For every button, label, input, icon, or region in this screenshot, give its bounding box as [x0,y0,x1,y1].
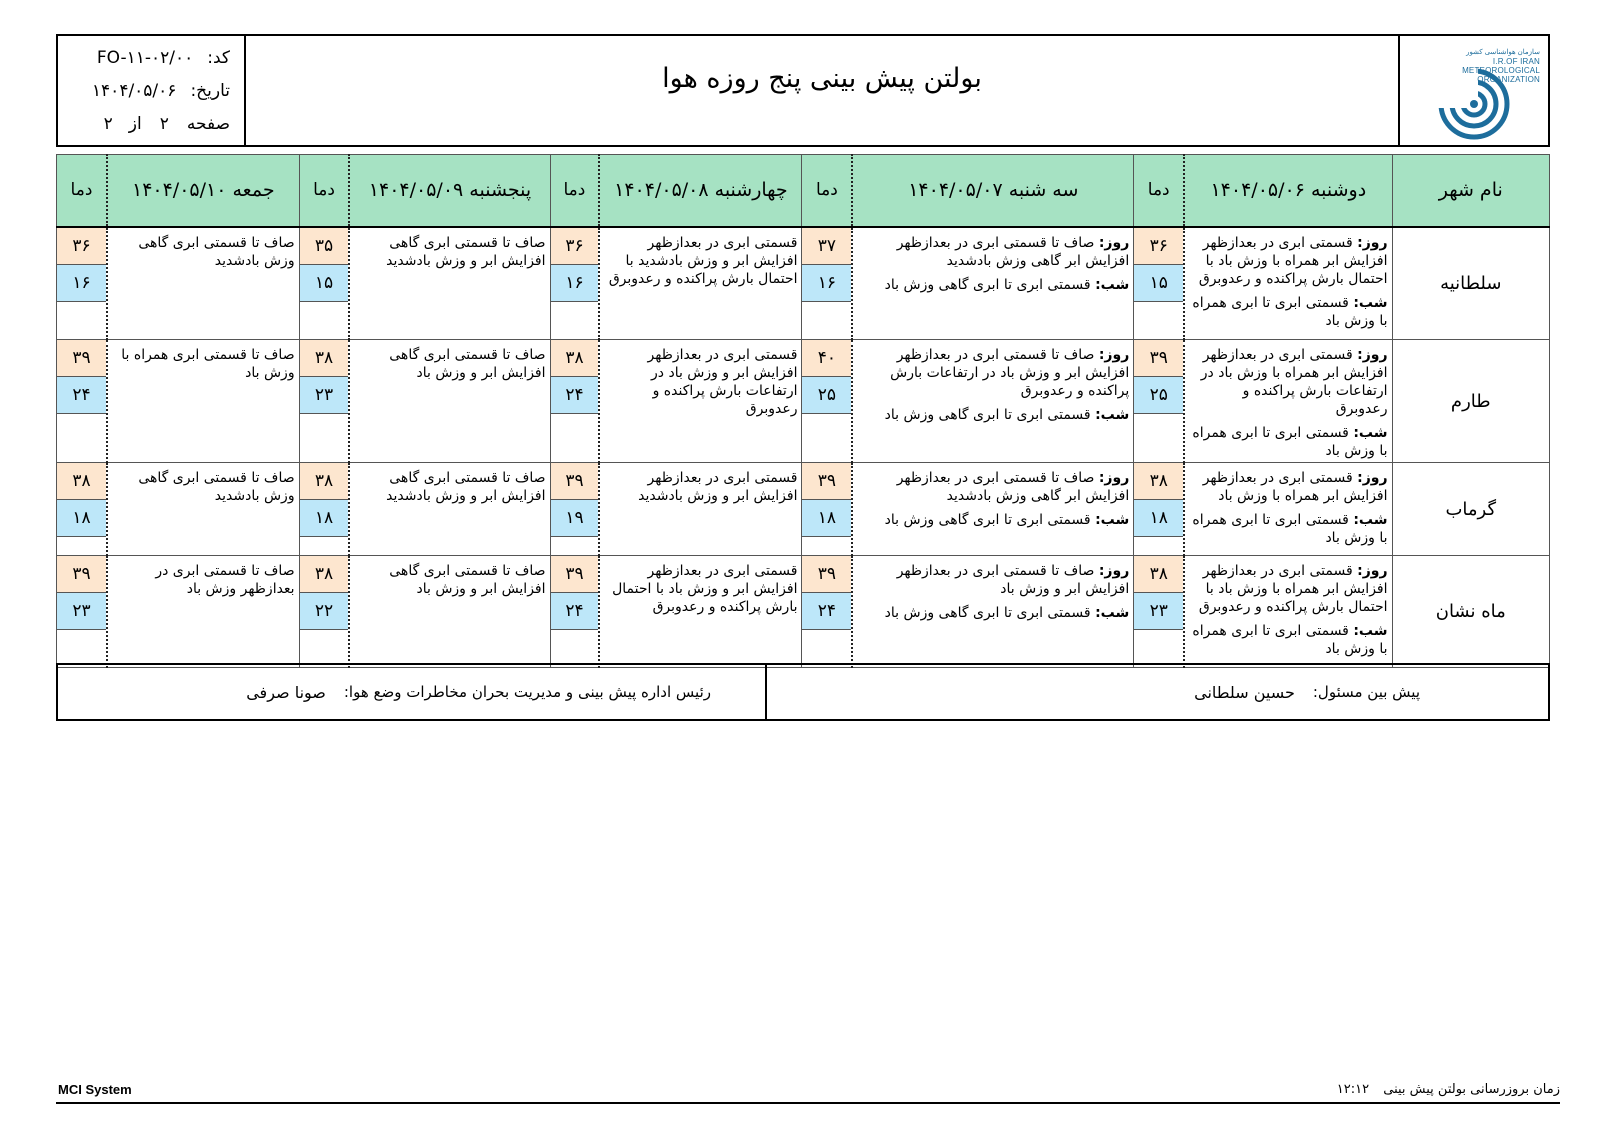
temp-day1 [1134,340,1184,463]
forecast-day5: صاف تا قسمتی ابری گاهی وزش بادشدید [107,227,299,340]
update-info [1337,1082,1560,1097]
page-number: ۲ [159,113,169,134]
min-temp: ۱۹ [551,500,599,537]
forecast-day2 [852,227,1133,340]
max-temp: ۳۸ [1134,463,1183,500]
page-total: ۲ [103,113,113,134]
night-label: شب: [1353,623,1388,639]
head-label: رئیس اداره پیش بینی و مدیریت بحران مخاطرات وضع هوا: [343,683,711,701]
forecast-day5: صاف تا قسمتی ابری گاهی وزش بادشدید [107,463,299,556]
night-label: شب: [1353,294,1388,311]
table-header-row [57,155,1550,227]
temp-header-4: دما [299,155,349,227]
city-name: ماه نشان [1392,556,1549,668]
night-forecast [859,276,1129,294]
night-text: قسمتی ابری تا ابری گاهی وزش باد [884,605,1091,621]
night-forecast [859,604,1129,622]
night-label: شب: [1353,512,1388,528]
temp-day4 [299,463,349,556]
max-temp: ۳۷ [802,228,851,265]
day-header-3: چهارشنبه ۱۴۰۴/۰۵/۰۸ [599,155,802,227]
max-temp: ۳۸ [300,556,349,593]
logo-en-line-2: METEOROLOGICAL [1462,66,1540,75]
day-text: قسمتی ابری در بعدازظهر افزایش ابر همراه با وزش باد در ارتفاعات بارش پراکنده و رعدوبرق [1200,347,1388,417]
night-forecast [1191,511,1387,547]
page-row [72,107,230,140]
temp-day4 [299,340,349,463]
forecast-day3: قسمتی ابری در بعدازظهر افزایش ابر و وزش باد در ارتفاعات بارش پراکنده و رعدوبرق [599,340,802,463]
day-label: روز: [1098,563,1130,579]
min-temp: ۲۵ [802,377,851,414]
day-forecast [859,234,1129,270]
min-temp: ۲۴ [57,377,106,414]
temp-day1 [1134,556,1184,668]
city-name: طارم [1392,340,1549,463]
min-temp: ۲۳ [1134,593,1183,630]
temp-day5 [57,227,107,340]
day-label: روز: [1357,347,1388,363]
temp-day2 [802,556,852,668]
min-temp: ۲۳ [57,593,106,630]
temp-day3 [550,340,599,463]
forecaster-signature [767,665,1548,719]
max-temp: ۳۹ [551,556,599,593]
forecast-day5: صاف تا قسمتی ابری همراه با وزش باد [107,340,299,463]
forecast-day1 [1184,227,1392,340]
min-temp: ۲۴ [802,593,851,630]
day-forecast [859,469,1129,505]
night-label: شب: [1095,276,1130,293]
temp-day2 [802,340,852,463]
temp-day4 [299,227,349,340]
night-label: شب: [1353,425,1388,441]
day-text: صاف تا قسمتی ابری در بعدازظهر افزایش ابر و وزش باد در ارتفاعات بارش پراکنده و رعدوبرق [890,347,1130,399]
forecast-day1 [1184,556,1392,668]
day-forecast [859,346,1129,400]
forecast-day2 [852,340,1133,463]
head-signature [58,665,767,719]
day-label: روز: [1098,470,1130,486]
page-footer [56,1078,1560,1104]
bulletin-header [56,34,1550,147]
day-forecast [1191,469,1387,505]
max-temp: ۳۸ [300,340,349,377]
forecast-day4: صاف تا قسمتی ابری گاهی افزایش ابر و وزش بادشدید [349,463,550,556]
min-temp: ۱۵ [300,265,349,302]
signature-box [56,663,1550,721]
min-temp: ۱۶ [802,265,851,302]
night-text: قسمتی ابری تا ابری همراه با وزش باد [1192,512,1388,546]
night-text: قسمتی ابری تا ابری گاهی وزش باد [884,407,1091,423]
logo-caption [1430,48,1540,84]
max-temp: ۳۹ [802,463,851,500]
day-header-1: دوشنبه ۱۴۰۴/۰۵/۰۶ [1184,155,1392,227]
night-text: قسمتی ابری تا ابری همراه با وزش باد [1192,425,1388,459]
min-temp: ۲۴ [551,377,599,414]
date-row [72,74,230,107]
forecast-table [56,154,1550,668]
system-name: MCI System [58,1082,132,1097]
max-temp: ۳۸ [551,340,599,377]
date-label: تاریخ: [190,80,230,101]
forecast-day3: قسمتی ابری در بعدازظهر افزایش ابر و وزش باد با احتمال بارش پراکنده و رعدوبرق [599,556,802,668]
city-column-header: نام شهر [1392,155,1549,227]
night-text: قسمتی ابری تا ابری همراه با وزش باد [1192,623,1388,657]
temp-day1 [1134,227,1184,340]
day-text: صاف تا قسمتی ابری در بعدازظهر افزایش ابر و وزش باد [896,563,1130,597]
forecast-day1 [1184,340,1392,463]
night-forecast [1191,294,1387,330]
city-name: سلطانیه [1392,227,1549,340]
day-header-4: پنجشنبه ۱۴۰۴/۰۵/۰۹ [349,155,550,227]
city-name: گرماب [1392,463,1549,556]
max-temp: ۳۹ [57,340,106,377]
forecast-day4: صاف تا قسمتی ابری گاهی افزایش ابر و وزش باد [349,340,550,463]
temp-header-1: دما [1134,155,1184,227]
forecast-day3: قسمتی ابری در بعدازظهر افزایش ابر و وزش بادشدید [599,463,802,556]
max-temp: ۴۰ [802,340,851,377]
min-temp: ۲۳ [300,377,349,414]
min-temp: ۱۸ [802,500,851,537]
temp-day3 [550,227,599,340]
temp-day2 [802,463,852,556]
day-label: روز: [1098,347,1130,363]
table-row [57,556,1550,668]
temp-header-2: دما [802,155,852,227]
day-text: قسمتی ابری در بعدازظهر افزایش ابر همراه با وزش باد با احتمال بارش پراکنده و رعدوبرق [1198,234,1388,287]
table-row [57,340,1550,463]
max-temp: ۳۶ [1134,228,1183,265]
day-text: صاف تا قسمتی ابری در بعدازظهر افزایش ابر گاهی وزش بادشدید [896,234,1130,269]
organization-logo [1398,36,1548,145]
update-time: ۱۲:۱۲ [1336,1082,1370,1097]
logo-en-line-1: I.R.OF IRAN [1492,57,1540,66]
forecaster-label: پیش بین مسئول: [1312,683,1420,701]
page-title: بولتن پیش بینی پنج روزه هوا [662,63,982,94]
max-temp: ۳۶ [57,228,106,265]
max-temp: ۳۹ [551,463,599,500]
day-forecast [1191,562,1387,616]
code-value: FO-۱۱-۰۲/۰۰ [96,47,194,68]
min-temp: ۲۵ [1134,377,1183,414]
code-row [72,41,230,74]
table-row [57,463,1550,556]
night-text: قسمتی ابری تا ابری گاهی وزش باد [884,512,1091,528]
temp-day4 [299,556,349,668]
page-label: صفحه [186,113,230,134]
max-temp: ۳۸ [1134,556,1183,593]
date-value: ۱۴۰۴/۰۵/۰۶ [91,80,177,101]
day-label: روز: [1357,234,1388,251]
forecast-day2 [852,556,1133,668]
temp-header-5: دما [57,155,107,227]
day-text: قسمتی ابری در بعدازظهر افزایش ابر همراه با وزش باد [1202,470,1388,504]
max-temp: ۳۸ [57,463,106,500]
day-label: روز: [1357,470,1388,486]
table-row [57,227,1550,340]
night-forecast [1191,622,1387,658]
temp-day3 [550,556,599,668]
max-temp: ۳۹ [1134,340,1183,377]
temp-day5 [57,340,107,463]
document-info [58,36,246,145]
night-text: قسمتی ابری تا ابری همراه با وزش باد [1192,294,1388,329]
night-forecast [1191,424,1387,460]
min-temp: ۱۸ [57,500,106,537]
forecast-day3: قسمتی ابری در بعدازظهر افزایش ابر و وزش بادشدید با احتمال بارش پراکنده و رعدوبرق [599,227,802,340]
day-text: صاف تا قسمتی ابری در بعدازظهر افزایش ابر گاهی وزش بادشدید [896,470,1130,504]
day-forecast [1191,346,1387,418]
min-temp: ۱۸ [300,500,349,537]
night-forecast [859,511,1129,529]
max-temp: ۳۹ [57,556,106,593]
day-header-5: جمعه ۱۴۰۴/۰۵/۱۰ [107,155,299,227]
logo-en-line-3: ORGANIZATION [1477,75,1540,84]
forecast-day1 [1184,463,1392,556]
temp-day1 [1134,463,1184,556]
min-temp: ۱۸ [1134,500,1183,537]
max-temp: ۳۶ [551,228,599,265]
update-label: زمان بروزرسانی بولتن پیش بینی [1383,1082,1560,1097]
min-temp: ۱۶ [551,265,599,302]
forecast-day4: صاف تا قسمتی ابری گاهی افزایش ابر و وزش باد [349,556,550,668]
max-temp: ۳۹ [802,556,851,593]
night-label: شب: [1095,605,1130,621]
temp-day5 [57,556,107,668]
day-header-2: سه شنبه ۱۴۰۴/۰۵/۰۷ [852,155,1133,227]
temp-day5 [57,463,107,556]
day-forecast [859,562,1129,598]
night-label: شب: [1095,512,1130,528]
max-temp: ۳۸ [300,463,349,500]
min-temp: ۲۴ [551,593,599,630]
day-label: روز: [1098,234,1130,251]
day-forecast [1191,234,1387,288]
temp-day2 [802,227,852,340]
page-of: از [128,113,142,134]
code-label: کد: [207,47,230,68]
day-label: روز: [1357,563,1388,579]
min-temp: ۲۲ [300,593,349,630]
logo-fa-text: سازمان هواشناسی کشور [1466,49,1540,56]
forecast-day4: صاف تا قسمتی ابری گاهی افزایش ابر و وزش بادشدید [349,227,550,340]
head-name: صونا صرفی [246,682,326,702]
forecast-day5: صاف تا قسمتی ابری در بعدازظهر وزش باد [107,556,299,668]
max-temp: ۳۵ [300,228,349,265]
forecast-day2 [852,463,1133,556]
night-label: شب: [1095,407,1130,423]
day-text: قسمتی ابری در بعدازظهر افزایش ابر همراه با وزش باد با احتمال بارش پراکنده و رعدوبرق [1198,563,1388,615]
night-forecast [859,406,1129,424]
min-temp: ۱۵ [1134,265,1183,302]
temp-header-3: دما [550,155,599,227]
forecaster-name: حسین سلطانی [1194,682,1295,702]
night-text: قسمتی ابری تا ابری گاهی وزش باد [884,276,1091,293]
temp-day3 [550,463,599,556]
min-temp: ۱۶ [57,265,106,302]
